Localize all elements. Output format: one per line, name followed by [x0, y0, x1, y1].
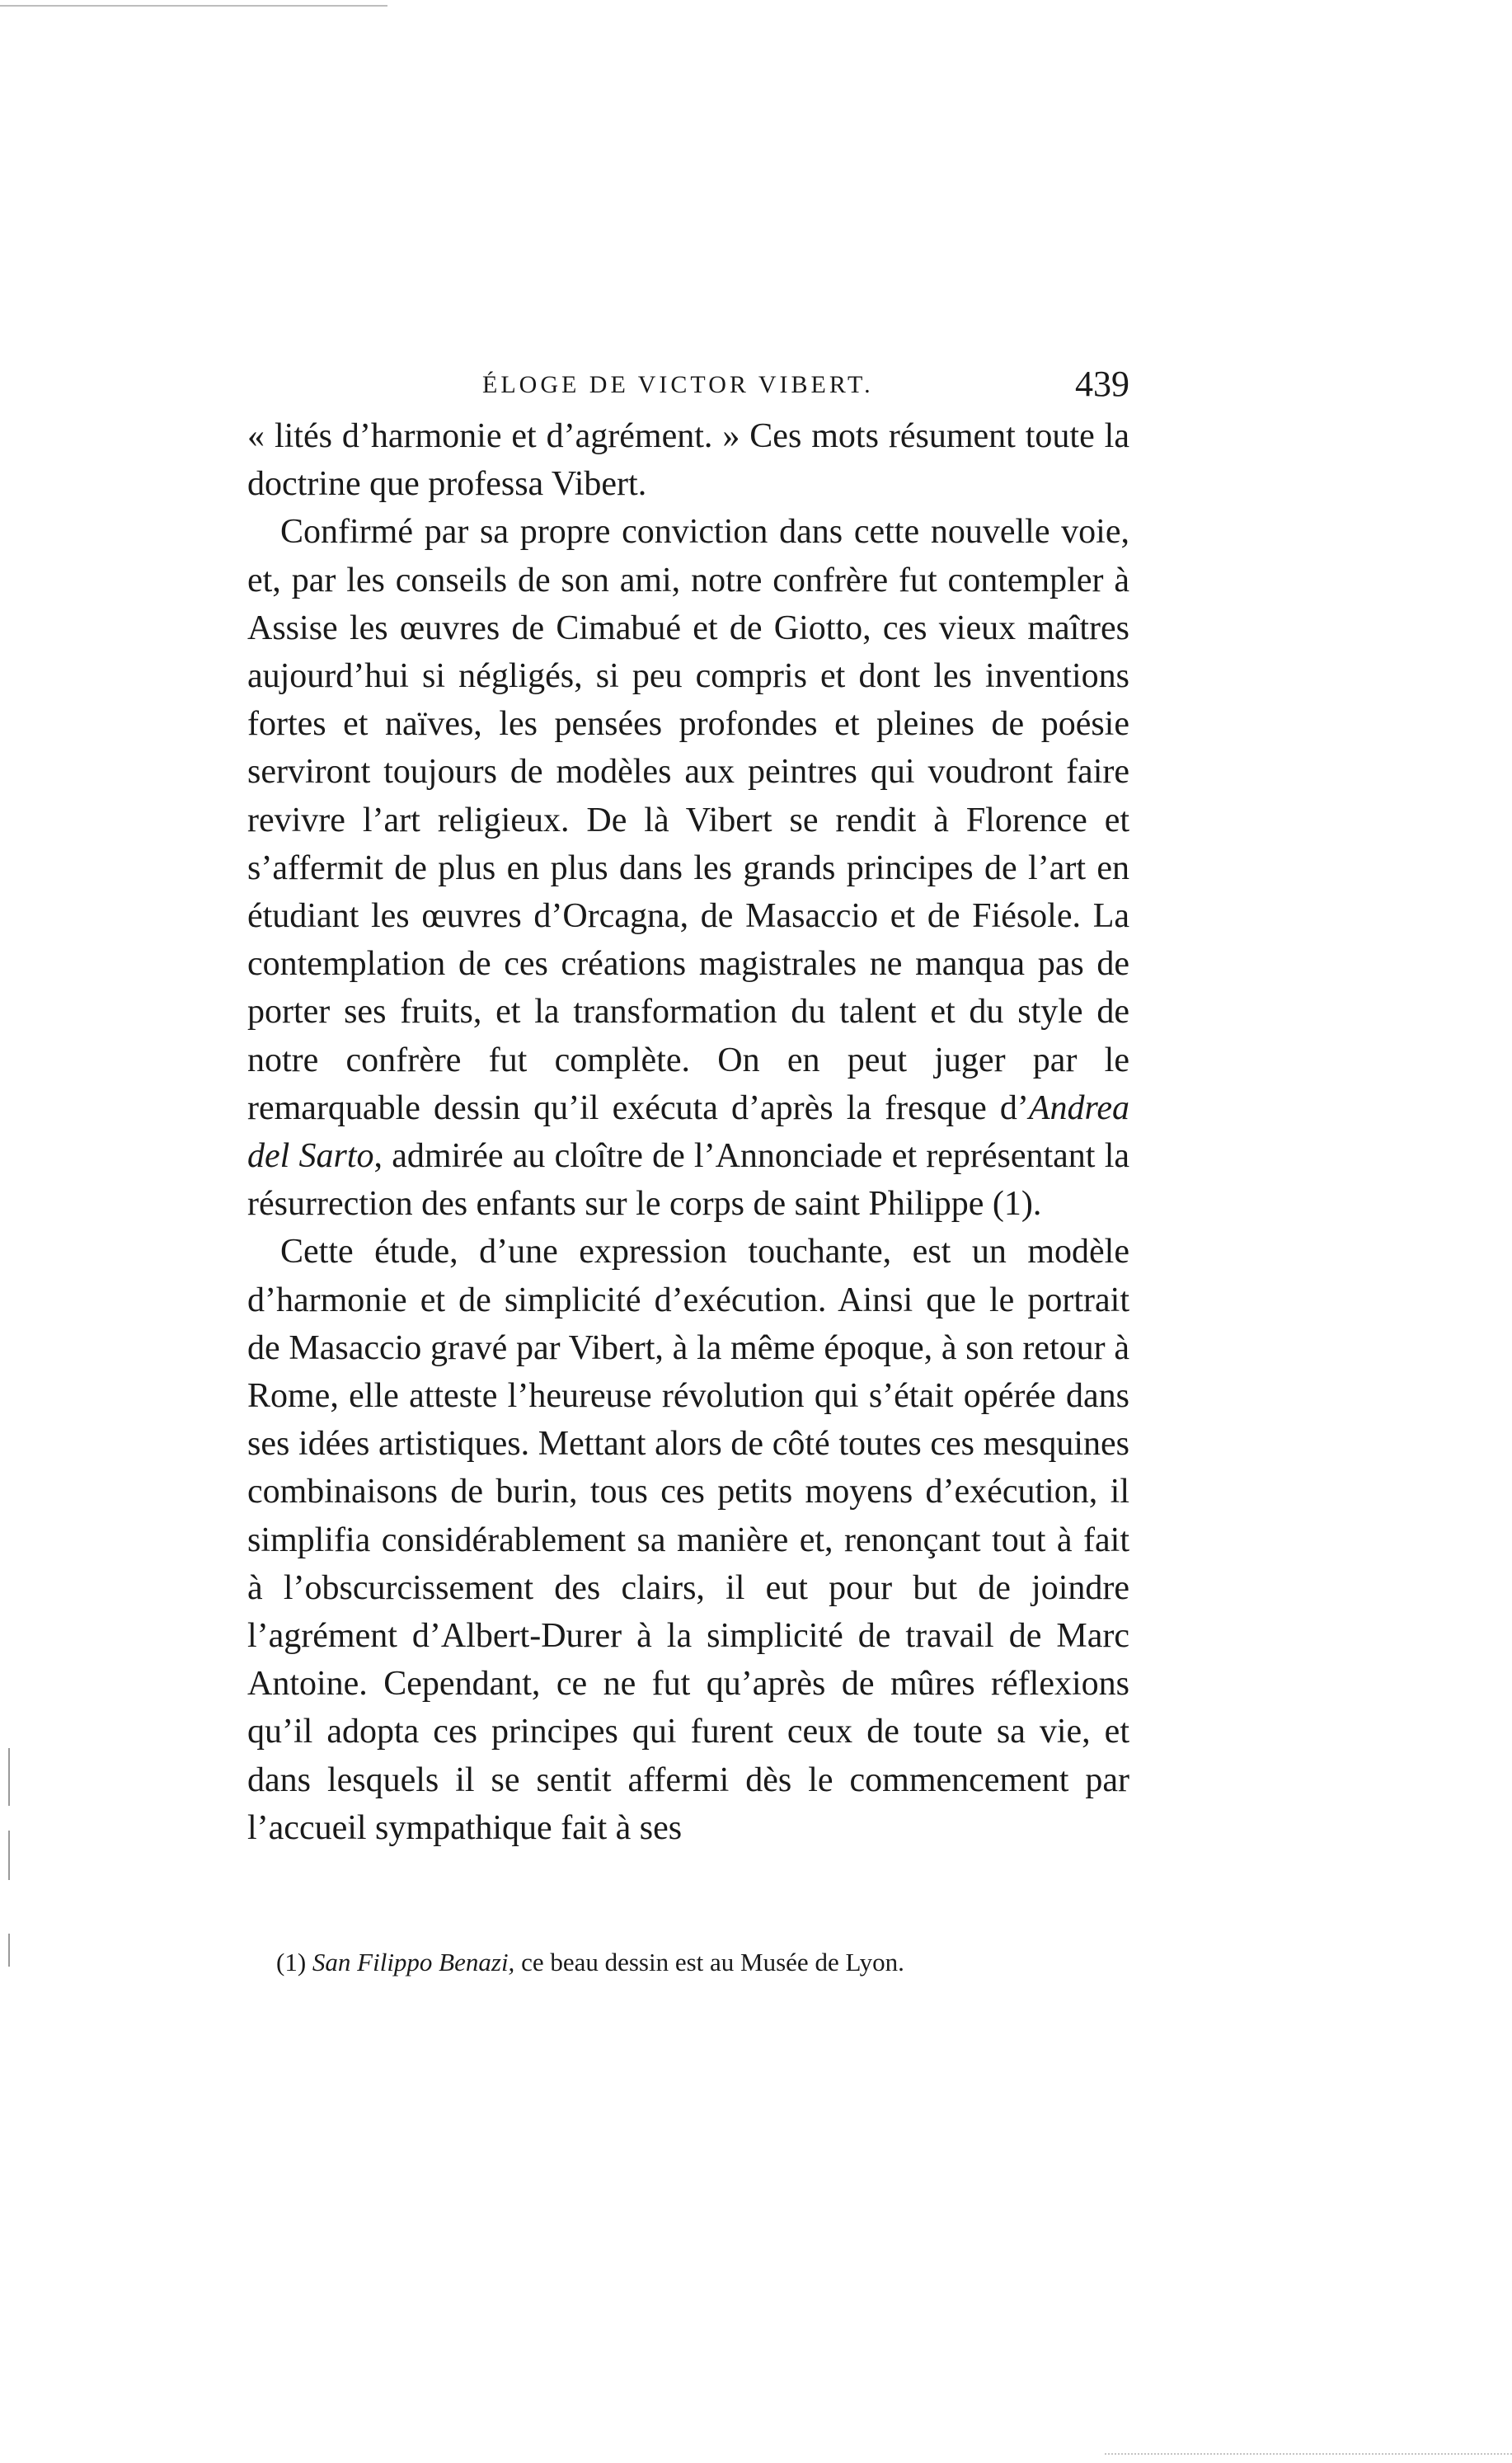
paragraph-2-text: Confirmé par sa propre conviction dans cette nouvelle voie, et, par les conseils de son ami, notre confrère fut contempler à Assise les œuvres de Cimabué et de Giotto, ces vieux maîtres aujourd’hui si négligés, si peu compris et dont les inventions fortes et naïves, les pensées profondes et pleines de poésie serviront toujours de modèles aux peintres qui voudront faire revivre l’art religieux. De là Vibert se rendit à Florence et s’affermit de plus en plus dans les grands principes de l’art en étudiant les œuvres d’Orcagna, de Masaccio et de Fiésole. La contemplation de ces créations magistrales ne manqua pas de porter ses fruits, et la transformation du talent et du style de notre confrère fut complète. On en peut juger par le remarquable dessin qu’il exécuta d’après la fresque d’ [247, 513, 1129, 1127]
running-title: ÉLOGE DE VICTOR VIBERT. [482, 371, 874, 398]
paragraph-2 [247, 508, 1129, 1228]
margin-mark [8, 1748, 10, 1806]
footnote-text: ce beau dessin est au Musée de Lyon. [521, 1948, 904, 1977]
footnote-title-italic: San Filippo Benazi, [312, 1948, 515, 1977]
margin-mark [8, 1831, 10, 1880]
paragraph-2-text-end: , admirée au cloître de l’Annonciade et représentant la résurrection des enfants sur le corps de saint Philippe (1). [247, 1137, 1130, 1224]
artist-name-italic: Andrea del Sarto [247, 1088, 1129, 1176]
page-header [247, 363, 1129, 412]
paragraph-1: « lités d’harmonie et d’agrément. » Ces mots résument toute la doctrine que professa Vibert. [247, 417, 1129, 504]
paragraph-3: Cette étude, d’une expression touchante, est un modèle d’harmonie et de simplicité d’exécution. Ainsi que le portrait de Masaccio gravé par Vibert, à la même époque, à son retour à Rome, elle atteste l’heureuse révolution qui s’était opérée dans ses idées artistiques. Mettant alors de côté toutes ces mesquines combinaisons de burin, tous ces petits moyens d’exécution, il simplifia considérablement sa manière et, renonçant tout à fait à l’obscurcissement des clairs, il eut pour but de joindre l’agrément d’Albert-Durer à la simplicité de travail de Marc Antoine. Cependant, ce ne fut qu’après de mûres réflexions qu’il adopta ces principes qui furent ceux de toute sa vie, et dans lesquels il se sentit affermi dès le commencement par l’accueil sympathique fait à ses [247, 1233, 1129, 1847]
footnote [276, 1946, 1129, 1979]
page-number: 439 [1075, 364, 1129, 404]
body-text [247, 412, 1129, 1852]
margin-mark [8, 1934, 10, 1967]
footnote-marker: (1) [276, 1948, 307, 1977]
scan-edge-line-bottom [1105, 2453, 1512, 2455]
scan-edge-line-top [0, 5, 387, 7]
